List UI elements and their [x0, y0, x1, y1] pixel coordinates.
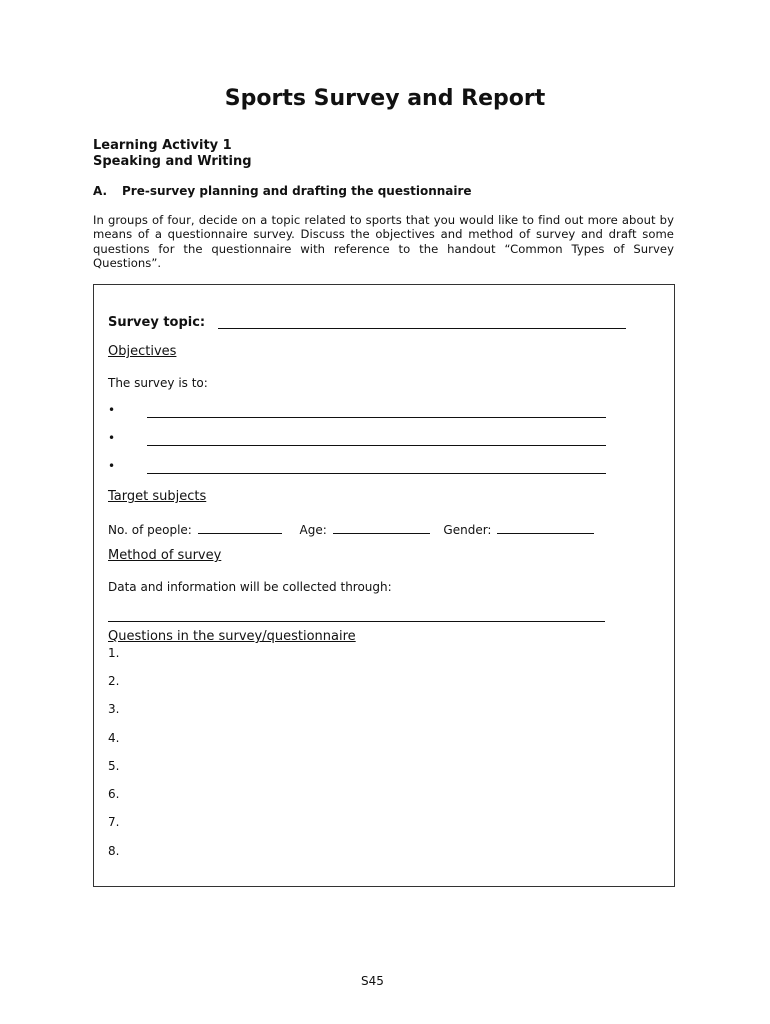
collected-through-text: Data and information will be collected through: [108, 580, 392, 594]
objective-field-3[interactable] [147, 473, 606, 474]
question-item: 8. [108, 844, 120, 858]
question-item: 1. [108, 646, 120, 660]
question-item: 6. [108, 787, 120, 801]
question-item: 2. [108, 674, 120, 688]
objective-field-2[interactable] [147, 445, 606, 446]
bullet-2: • [108, 431, 116, 445]
method-field[interactable] [108, 621, 605, 622]
section-heading [93, 184, 472, 198]
age-label: Age: [299, 523, 327, 537]
objectives-heading: Objectives [108, 344, 177, 359]
activity-skills: Speaking and Writing [93, 154, 252, 169]
survey-form-box [93, 284, 675, 887]
gender-label: Gender: [443, 523, 492, 537]
page-number: S45 [361, 974, 384, 988]
section-title: Pre-survey planning and drafting the questionnaire [122, 184, 472, 198]
bullet-3: • [108, 459, 116, 473]
target-subjects-heading: Target subjects [108, 489, 207, 504]
question-item: 4. [108, 731, 120, 745]
question-item: 7. [108, 815, 120, 829]
objective-field-1[interactable] [147, 417, 606, 418]
activity-number: Learning Activity 1 [93, 138, 232, 153]
bullet-1: • [108, 403, 116, 417]
activity-heading [93, 138, 252, 170]
question-item: 5. [108, 759, 120, 773]
target-subjects-row [108, 521, 594, 537]
page-title: Sports Survey and Report [224, 86, 546, 111]
survey-topic-label: Survey topic: [108, 315, 206, 330]
gender-field[interactable] [497, 521, 594, 534]
section-letter: A. [93, 184, 108, 198]
survey-topic-field[interactable] [218, 328, 626, 329]
questions-heading: Questions in the survey/questionnaire [108, 629, 356, 644]
method-heading: Method of survey [108, 548, 222, 563]
intro-paragraph: In groups of four, decide on a topic related to sports that you would like to find out more about by means of a questionnaire survey. Discuss the objectives and method of survey and draft some questions for the questionnaire with reference to the handout “Common Types of Survey Questions”. [93, 213, 674, 270]
survey-is-to-text: The survey is to: [108, 376, 208, 390]
age-field[interactable] [333, 521, 430, 534]
people-label: No. of people: [108, 523, 192, 537]
people-field[interactable] [198, 521, 282, 534]
question-item: 3. [108, 702, 120, 716]
